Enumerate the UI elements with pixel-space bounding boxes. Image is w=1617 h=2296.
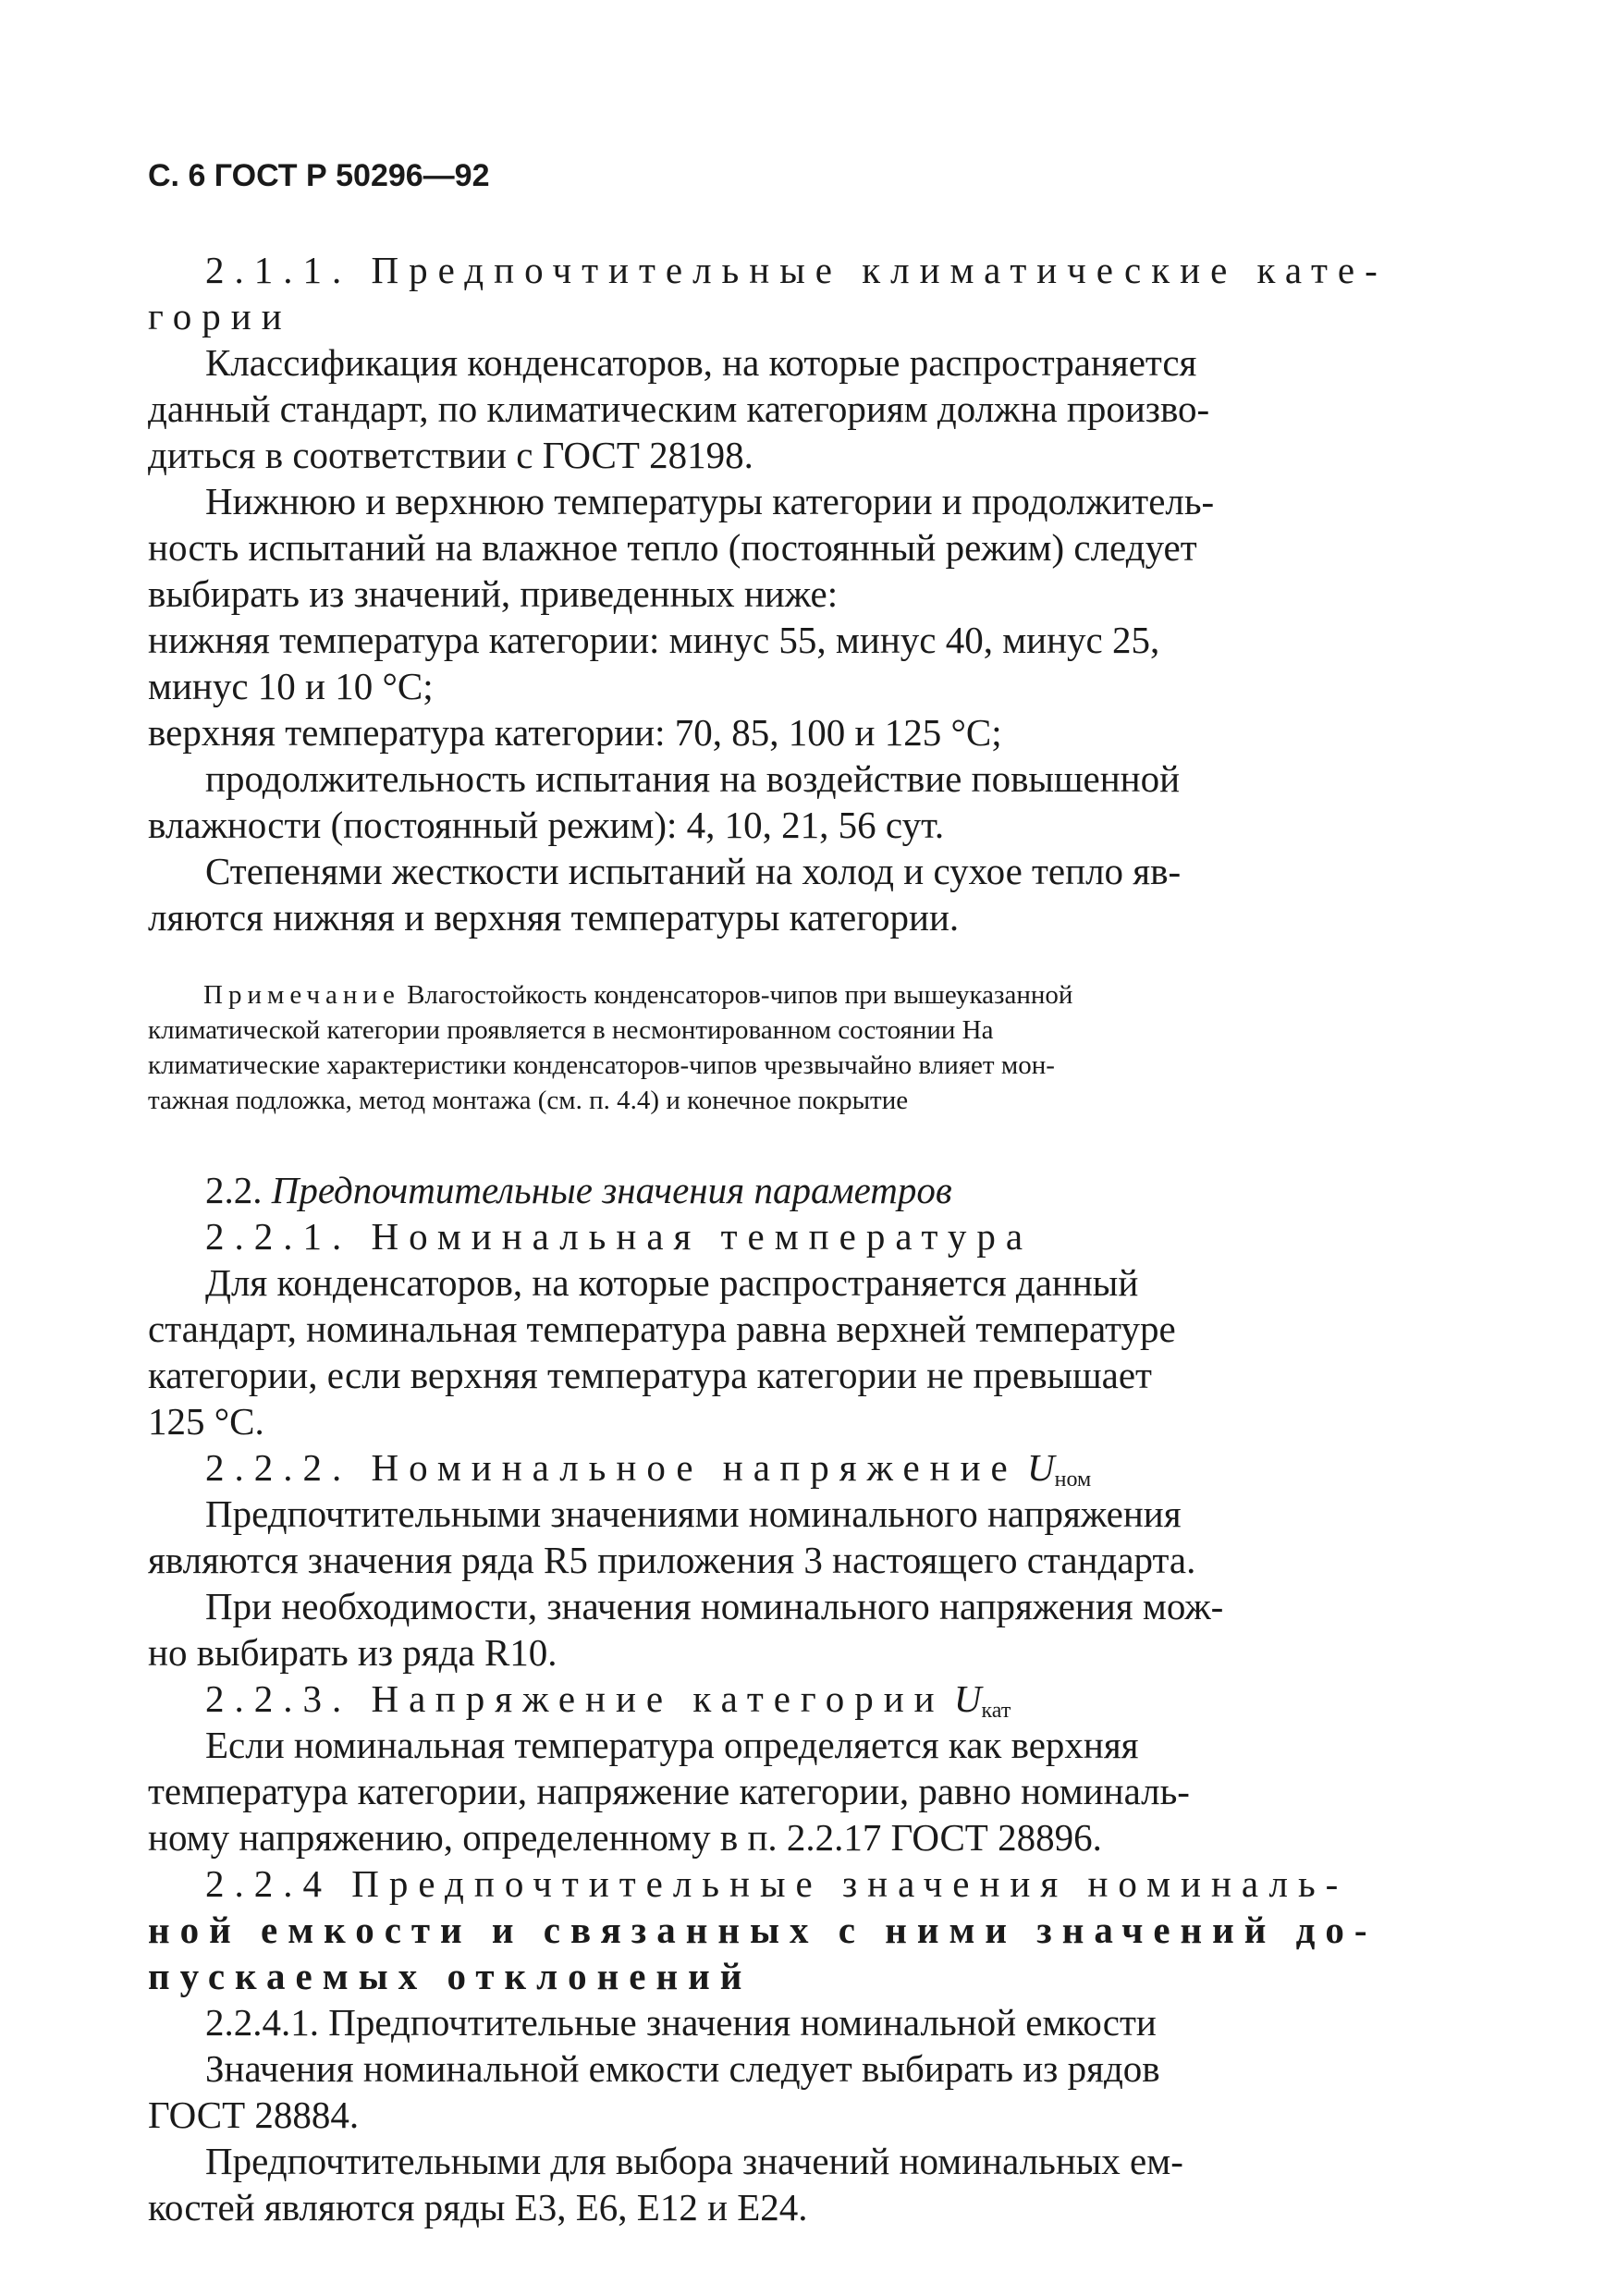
note-line: климатические характеристики конденсаторов-чипов чрезвычайно влияет мон- xyxy=(148,1050,1055,1080)
paragraph-line: Для конденсаторов, на которые распространяется данный xyxy=(205,1261,1139,1304)
section-2-2-4-heading-cont: пускаемых отклонений xyxy=(148,1955,753,1997)
section-2-1-1-heading: 2.1.1. Предпочтительные климатические кате- xyxy=(205,249,1388,291)
heading-text: 2.2.2. Номинальное напряжение xyxy=(205,1446,1018,1489)
note-label: Примечание xyxy=(203,980,400,1010)
section-2-2-4-1-heading: 2.2.4.1. Предпочтительные значения номинальной емкости xyxy=(205,2001,1157,2044)
paragraph-line: выбирать из значений, приведенных ниже: xyxy=(148,572,839,615)
voltage-symbol-subscript: ном xyxy=(1054,1467,1092,1492)
paragraph-line: минус 10 и 10 °С; xyxy=(148,665,434,707)
voltage-symbol: U xyxy=(1026,1446,1055,1489)
paragraph-line: Если номинальная температура определяется как верхняя xyxy=(205,1724,1139,1766)
section-2-1-1-heading-cont: гории xyxy=(148,295,292,338)
note-line: тажная подложка, метод монтажа (см. п. 4.4) и конечное покрытие xyxy=(148,1086,909,1115)
heading-text: 2.2.3. Напряжение категории xyxy=(205,1677,945,1720)
note-line xyxy=(203,977,1442,1013)
section-number: 2.2. xyxy=(205,1169,263,1211)
paragraph-line: Значения номинальной емкости следует выбирать из рядов xyxy=(205,2047,1160,2090)
section-2-2-1-heading: 2.2.1. Номинальная температура xyxy=(205,1215,1034,1258)
section-2-2-3-heading xyxy=(205,1676,1500,1722)
paragraph-line: костей являются ряды Е3, Е6, Е12 и Е24. xyxy=(148,2186,808,2228)
paragraph-line: нижняя температура категории: минус 55, минус 40, минус 25, xyxy=(148,619,1160,661)
section-title: Предпочтительные значения параметров xyxy=(271,1169,952,1211)
paragraph-line: продолжительность испытания на воздействие повышенной xyxy=(205,757,1181,800)
paragraph-line: ному напряжению, определенному в п. 2.2.17 ГОСТ 28896. xyxy=(148,1816,1102,1859)
paragraph-line: являются значения ряда R5 приложения 3 настоящего стандарта. xyxy=(148,1539,1196,1581)
paragraph-line: ляются нижняя и верхняя температуры категории. xyxy=(148,896,960,939)
section-2-2-heading xyxy=(205,1167,1500,1213)
voltage-symbol: U xyxy=(953,1677,982,1720)
paragraph-line: категории, если верхняя температура категории не превышает xyxy=(148,1354,1152,1396)
section-2-2-4-heading: 2.2.4 Предпочтительные значения номиналь- xyxy=(205,1862,1349,1905)
note-line: климатической категории проявляется в несмонтированном состоянии На xyxy=(148,1015,994,1045)
paragraph-line: Классификация конденсаторов, на которые распространяется xyxy=(205,341,1197,384)
paragraph-line: ГОСТ 28884. xyxy=(148,2093,360,2136)
paragraph-line: Предпочтительными значениями номинального напряжения xyxy=(205,1492,1182,1535)
section-2-2-2-heading xyxy=(205,1444,1500,1491)
paragraph-line: стандарт, номинальная температура равна верхней температуре xyxy=(148,1308,1176,1350)
paragraph-line: верхняя температура категории: 70, 85, 100 и 125 °С; xyxy=(148,711,1002,754)
paragraph-line: ность испытаний на влажное тепло (постоянный режим) следует xyxy=(148,526,1197,569)
paragraph-line: При необходимости, значения номинального напряжения мож- xyxy=(205,1585,1224,1627)
paragraph-line: Степенями жесткости испытаний на холод и сухое тепло яв- xyxy=(205,850,1182,892)
paragraph-line: но выбирать из ряда R10. xyxy=(148,1631,557,1674)
paragraph-line: диться в соответствии с ГОСТ 28198. xyxy=(148,434,753,476)
paragraph-line: температура категории, напряжение категории, равно номиналь- xyxy=(148,1770,1190,1812)
section-2-2-4-heading-cont: ной емкости и связанных с ними значений до- xyxy=(148,1909,1378,1951)
paragraph-line: Предпочтительными для выбора значений номинальных ем- xyxy=(205,2140,1183,2182)
paragraph-line: данный стандарт, по климатическим категориям должна произво- xyxy=(148,387,1210,430)
paragraph-line: 125 °С. xyxy=(148,1400,264,1443)
page-header: С. 6 ГОСТ Р 50296—92 xyxy=(148,158,490,193)
note-text: Влагостойкость конденсаторов-чипов при вышеуказанной xyxy=(407,980,1073,1010)
voltage-symbol-subscript: кат xyxy=(981,1699,1011,1723)
paragraph-line: Нижнюю и верхнюю температуры категории и продолжитель- xyxy=(205,480,1215,522)
paragraph-line: влажности (постоянный режим): 4, 10, 21, 56 сут. xyxy=(148,804,945,846)
